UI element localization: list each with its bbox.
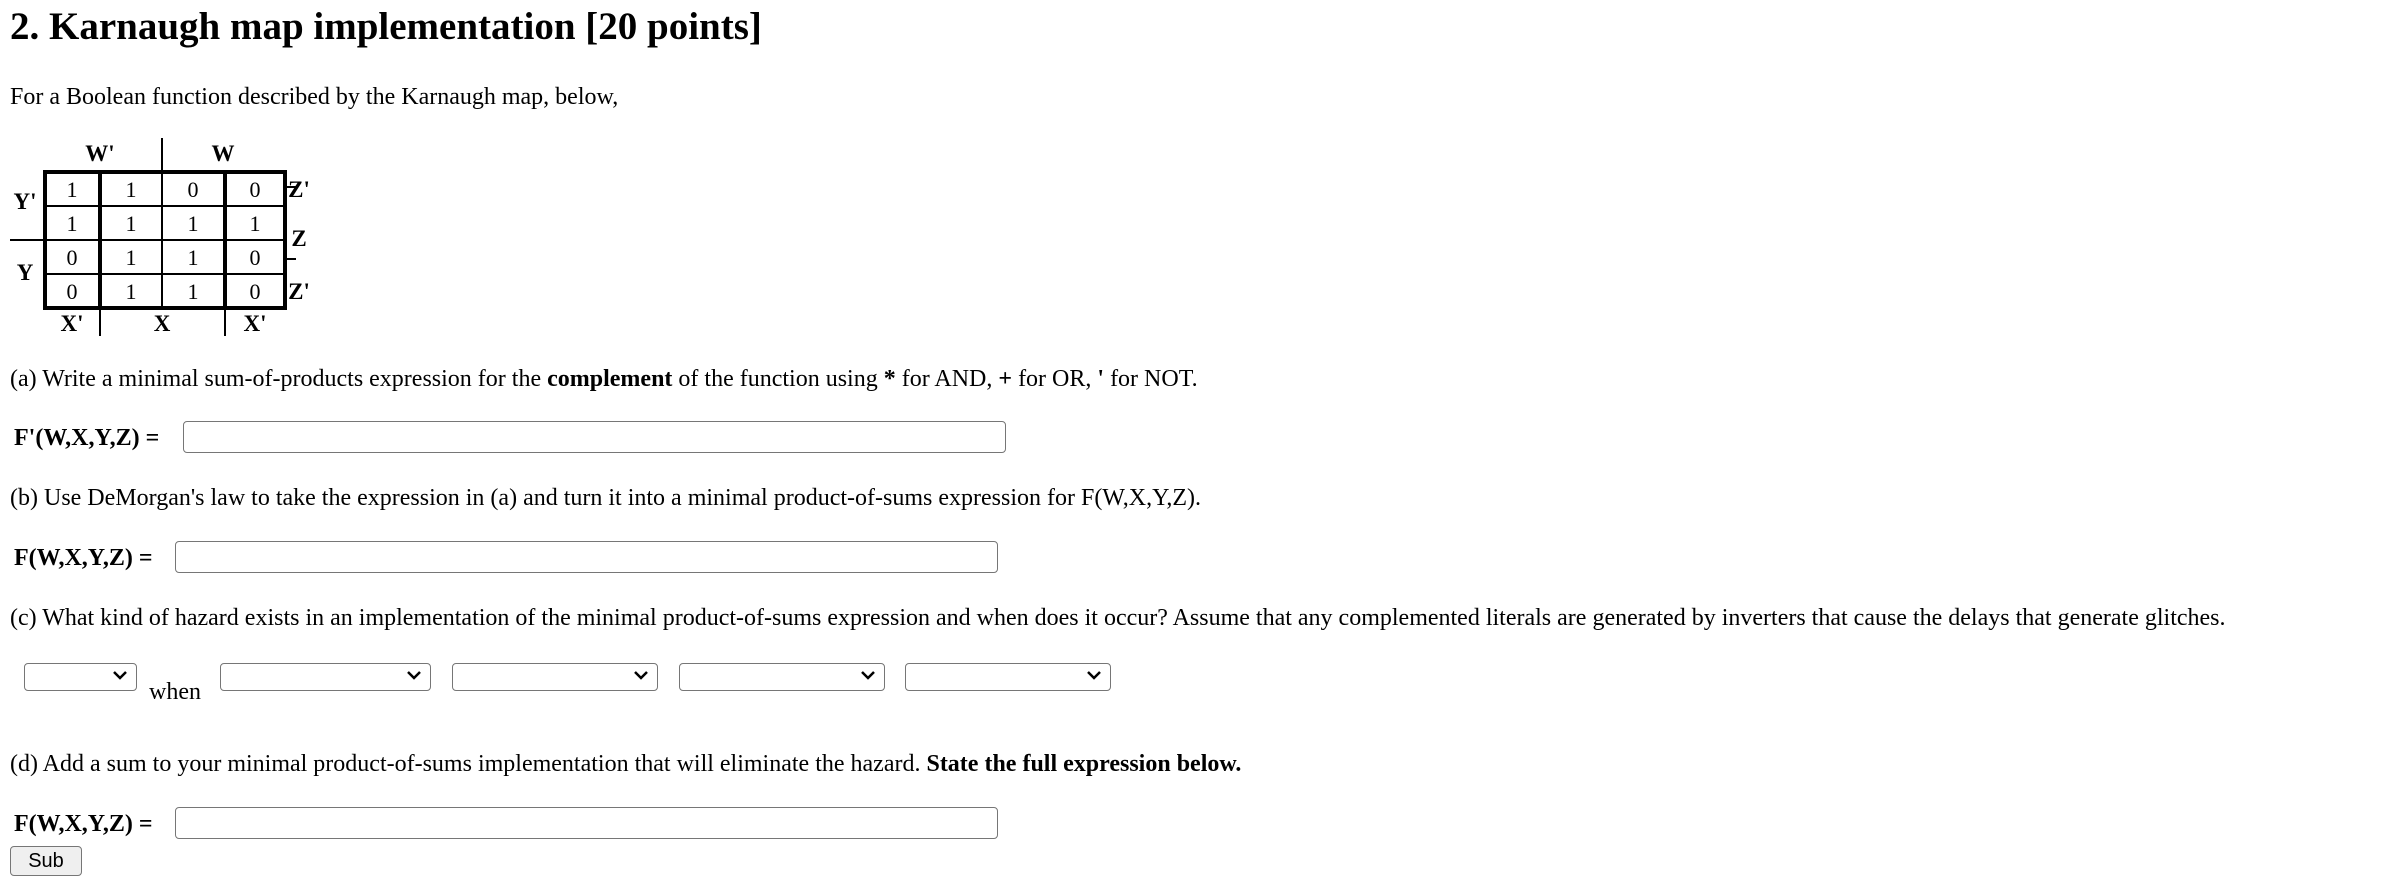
kmap-top-label-w: W (211, 141, 235, 166)
kmap-left-label-y-prime: Y' (13, 189, 37, 214)
question-title: 2. Karnaugh map implementation [20 points] (10, 5, 762, 48)
kmap-cell: 1 (187, 279, 199, 304)
kmap-cell: 0 (187, 177, 199, 202)
kmap-cell: 1 (125, 245, 137, 270)
part-b-prompt: (b) Use DeMorgan's law to take the expression in (a) and turn it into a minimal product-of-sums expression for F(W,X,Y,Z). (10, 485, 1201, 511)
kmap-cell: 1 (125, 177, 137, 202)
part-b-answer-input[interactable] (175, 541, 998, 573)
hazard-type-select[interactable] (24, 663, 137, 691)
intro-text: For a Boolean function described by the Karnaugh map, below, (10, 84, 619, 110)
part-d-answer-input[interactable] (175, 807, 998, 839)
part-d-label: F(W,X,Y,Z) = (14, 811, 153, 837)
condition-select-x[interactable] (452, 663, 658, 691)
kmap-cell: 1 (249, 211, 261, 236)
kmap-bottom-label-x-prime-right: X' (243, 311, 267, 336)
chevron-down-icon (860, 667, 876, 683)
kmap-cell: 1 (66, 177, 78, 202)
kmap-top-label-w-prime: W' (85, 141, 115, 166)
kmap-left-label-y: Y (16, 260, 34, 285)
part-a-answer-input[interactable] (183, 421, 1006, 453)
part-c-prompt: (c) What kind of hazard exists in an implementation of the minimal product-of-sums expression and when does it occur? Assume that any complemented literals are generated by inverters that cause the delays that generate glitches. (10, 605, 2226, 631)
chevron-down-icon (112, 667, 128, 683)
kmap-cell: 1 (187, 211, 199, 236)
kmap-cell: 0 (66, 245, 78, 270)
kmap-cell: 0 (249, 245, 261, 270)
submit-button[interactable]: Sub (10, 846, 82, 876)
part-d-prompt: (d) Add a sum to your minimal product-of-sums implementation that will eliminate the hazard. State the full expression below. (10, 751, 1242, 777)
part-a-label: F'(W,X,Y,Z) = (14, 425, 160, 451)
kmap-cell: 0 (66, 279, 78, 304)
karnaugh-map (0, 135, 330, 345)
kmap-bottom-label-x: X (153, 311, 171, 336)
kmap-cell: 1 (66, 211, 78, 236)
kmap-right-label-z: Z (291, 226, 307, 251)
when-label: when (149, 679, 201, 705)
condition-select-y[interactable] (679, 663, 885, 691)
kmap-right-label-z-prime-bottom: Z' (288, 279, 310, 304)
part-b-label: F(W,X,Y,Z) = (14, 545, 153, 571)
condition-select-z[interactable] (905, 663, 1111, 691)
kmap-bottom-label-x-prime-left: X' (60, 311, 84, 336)
kmap-cell: 1 (187, 245, 199, 270)
kmap-cell: 0 (249, 177, 261, 202)
chevron-down-icon (633, 667, 649, 683)
kmap-right-label-z-prime-top: Z' (288, 177, 310, 202)
chevron-down-icon (406, 667, 422, 683)
kmap-cell: 1 (125, 279, 137, 304)
part-a-prompt: (a) Write a minimal sum-of-products expression for the complement of the function using * for AND, + for OR, ' for NOT. (10, 366, 1198, 392)
kmap-cell: 1 (125, 211, 137, 236)
kmap-cell: 0 (249, 279, 261, 304)
chevron-down-icon (1086, 667, 1102, 683)
condition-select-w[interactable] (220, 663, 431, 691)
